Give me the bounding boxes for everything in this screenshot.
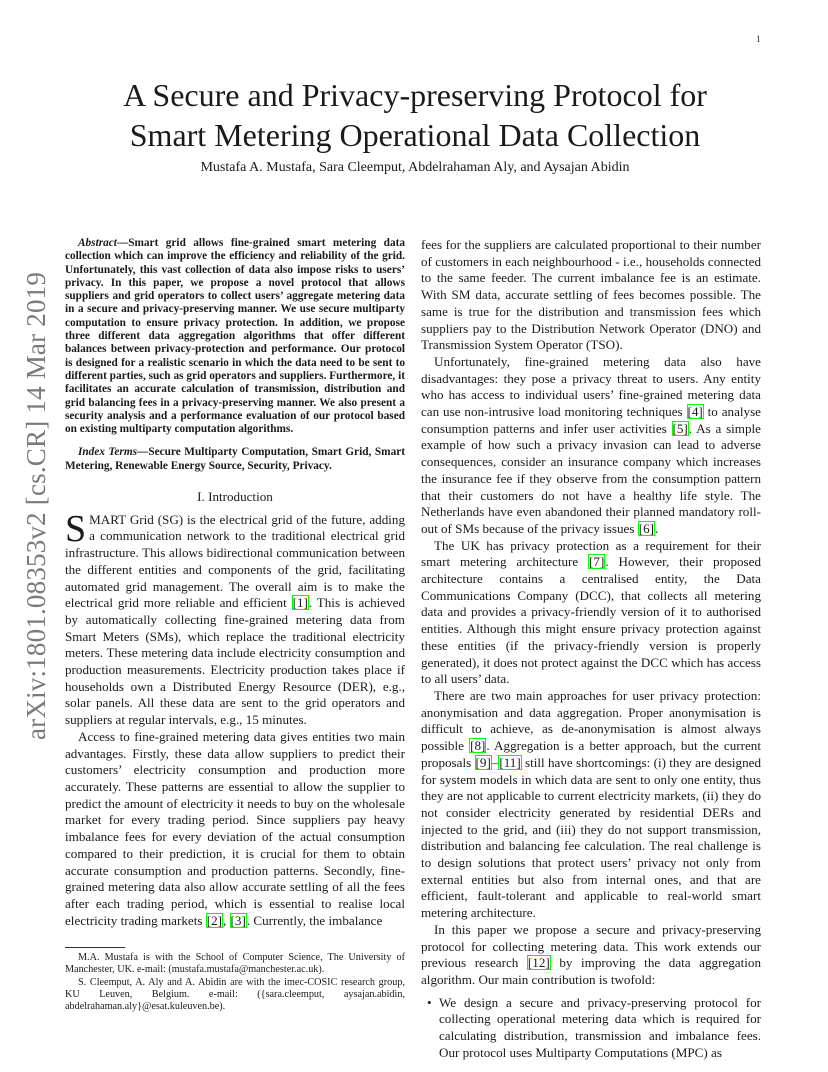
citation-link[interactable]: [4] <box>687 404 703 420</box>
right-paragraph-4 <box>421 688 761 922</box>
right-paragraph-5 <box>421 922 761 989</box>
intro-p1-text-a: MART Grid (SG) is the electrical grid of the future, adding a communication network to the traditional electrical grid infrastructure. This allows bidirectional communication between the different entities and components of the grid, facilitating automated grid management. The overall aim is to make the electrical grid more reliable and efficient <box>65 511 405 611</box>
right-p3-text-b: . However, their proposed architecture contains a centralised entity, the Data Communications Company (DCC), that collects all metering data and provides a privacy-friendly version of it to authorised entities. Although this might ensure privacy protection against these entities (if the privacy-friendly version is properly generated), it does not protect against the DCC which has access to all users’ data. <box>421 554 761 687</box>
abstract <box>65 237 405 436</box>
right-p5-text-b: by improving the data aggregation algorithm. Our main contribution is twofold: <box>421 955 761 987</box>
intro-p2-text-b: . Currently, the imbalance <box>246 912 383 928</box>
footnote-divider <box>65 947 125 948</box>
citation-link[interactable]: [9] <box>475 754 491 770</box>
arxiv-identifier: arXiv:1801.08353v2 [cs.CR] 14 Mar 2019 <box>21 271 51 740</box>
contribution-list <box>421 995 761 1062</box>
citation-link[interactable]: [7] <box>589 554 605 570</box>
citation-link[interactable]: [5] <box>672 420 688 436</box>
section-heading-introduction: I. Introduction <box>197 489 273 505</box>
title-line-1: A Secure and Privacy-preserving Protocol for <box>123 77 707 113</box>
right-p4-dash: – <box>491 754 499 770</box>
paper-title <box>60 75 770 155</box>
right-p2-text-a: Unfortunately, fine-grained metering data also have disadvantages: they pose a privacy threat to users. Any entity who has access to individual users’ fine-grained metering data can use non-intrusive load monitoring techniques <box>421 353 761 420</box>
drop-cap: S <box>65 507 87 550</box>
right-p5-text-a: In this paper we propose a secure and privacy-preserving protocol for collecting metering data. This work extends our previous research <box>421 921 761 971</box>
index-terms <box>65 446 405 473</box>
right-column <box>421 237 761 1061</box>
right-p2-text-b: to analyse consumption patterns and infer user activities <box>421 404 761 436</box>
abstract-text: —Smart grid allows fine-grained smart metering data collection which can improve the efficiency and reliability of the grid. Unfortunately, this vast collection of data also impose risks to users’ privacy. In this paper, we propose a novel protocol that allows suppliers and grid operators to collect users’ aggregate metering data in a secure and privacy-preserving manner. We use secure multiparty computation to ensure privacy protection. In addition, we propose three different data aggregation algorithms that offer different balances between privacy-protection and performance. Our protocol is designed for a realistic scenario in which the data need to be sent to different parties, such as grid operators and suppliers. Furthermore, it facilitates an accurate calculation of transmission, distribution and grid balancing fees in a privacy-preserving manner. We also present a security analysis and a performance evaluation of our protocol based on existing multiparty computation algorithms. <box>65 237 405 436</box>
intro-paragraph-2 <box>65 729 405 929</box>
footnotes <box>65 952 405 1013</box>
right-paragraph-1: fees for the suppliers are calculated proportional to their number of customers in each neighbourhood - i.e., households connected to the same feeder. The current imbalance fee is an estimate. With SM data, accurate settling of fees becomes possible. The same is true for the distribution and transmission fees which suppliers pay to the Distribution Network Operator (DNO) and Transmission System Operator (TSO). <box>421 237 761 353</box>
right-p3-text-a: The UK has privacy protection as a requirement for their smart metering architecture <box>421 537 761 570</box>
footnote-2: S. Cleemput, A. Aly and A. Abidin are with the imec-COSIC research group, KU Leuven, Belgium. e-mail: ({sara.cleemput, aysajan.abidin, abdelrahaman.aly}@esat.kuleuven.be). <box>65 976 405 1013</box>
citation-link[interactable]: [8] <box>470 738 486 754</box>
citation-link[interactable]: [11] <box>499 754 521 770</box>
intro-p2-sep: , <box>222 912 230 928</box>
right-p4-text-c: still have shortcomings: (i) they are designed for system models in which data are sent to only one entity, thus they are not applicable to current electricity markets, (ii) they do not consider electricity generated by residential DERs and injected to the grid, and (iii) they do not support transmission, distribution and balancing fee calculation. The real challenge is to design solutions that protect users’ privacy not only from external entities but also from internal ones, and that are efficient, fault-tolerant and applicable to real-world smart metering architecture. <box>421 754 762 921</box>
list-item: • We design a secure and privacy-preserving protocol for collecting operational metering data which is required for calculating distribution, transmission and imbalance fees. Our protocol uses Multiparty Computations (MPC) as <box>421 995 761 1062</box>
footnote-1: M.A. Mustafa is with the School of Computer Science, The University of Manchester, UK. e-mail: (mustafa.mustafa@manchester.ac.uk). <box>65 952 405 976</box>
right-paragraph-2 <box>421 354 761 538</box>
abstract-label: Abstract <box>78 237 117 249</box>
citation-link[interactable]: [6] <box>638 520 655 536</box>
page-number: 1 <box>756 34 761 44</box>
right-paragraph-3 <box>421 538 761 688</box>
intro-p1-text-b: . This is achieved by automatically collecting fine-grained metering data from Smart Meters (SMs), which replace the traditional electricity meters. These metering data include electricity consumption and production measurements. Electricity production takes place if households own a Distributed Energy Resource (DER), e.g., solar panels. All these data are sent to the grid operators and suppliers at regular intervals, e.g., 15 minutes. <box>65 595 405 728</box>
right-p2-text-c: . As a simple example of how such a privacy invasion can lead to adverse consequences, consider an insurance company which increases the insurance fee if they observe from the consumption pattern that their customers do not have a healthy life style. The Netherlands have even abandoned their planned mandatory roll-out of SMs because of the privacy issues <box>421 420 761 536</box>
right-p4-text-a: There are two main approaches for user privacy protection: anonymisation and data aggregation. Proper anonymisation is difficult to achieve, as de-anonymisation is almost always possible <box>421 687 761 754</box>
citation-link[interactable]: [3] <box>230 912 246 928</box>
author-list: Mustafa A. Mustafa, Sara Cleemput, Abdelrahaman Aly, and Aysajan Abidin <box>200 160 630 175</box>
right-p2-text-d: . <box>655 520 659 536</box>
intro-p2-text-a: Access to fine-grained metering data gives entities two main advantages. Firstly, these data allow suppliers to predict their customers’ electricity consumption and production more accurately. These patterns are essential to allow the supplier to predict the amount of electricity it needs to buy on the wholesale market for every trading period. Since suppliers pay heavy imbalance fees for every deviation of the actual consumption compared to their prediction, it is crucial for them to obtain accurate consumption and production patterns. Secondly, fine-grained metering data also allow accurate settling of all the fees after each trading period, which is essential to realise local electricity trading markets <box>65 728 405 928</box>
intro-paragraph-1 <box>65 507 405 729</box>
right-p4-text-b: . Aggregation is a better approach, but the current proposals <box>421 738 761 770</box>
citation-link[interactable]: [12] <box>527 955 550 971</box>
citation-link[interactable]: [2] <box>206 912 222 928</box>
citation-link[interactable]: [1] <box>292 595 308 611</box>
left-column <box>65 237 405 929</box>
index-terms-text: —Secure Multiparty Computation, Smart Grid, Smart Metering, Renewable Energy Source, Security, Privacy. <box>65 446 405 472</box>
title-line-2: Smart Metering Operational Data Collection <box>129 117 701 153</box>
index-terms-label: Index Terms <box>78 446 138 459</box>
